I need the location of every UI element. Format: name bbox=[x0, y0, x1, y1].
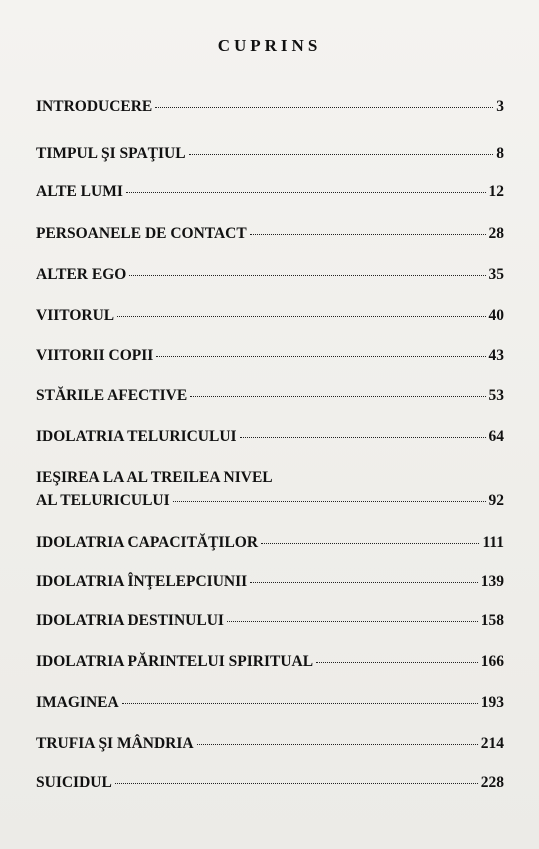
dot-leader bbox=[261, 543, 479, 544]
toc-entry-page: 64 bbox=[488, 428, 504, 445]
toc-entry-page: 53 bbox=[488, 387, 504, 404]
toc-entry-alter-ego bbox=[36, 266, 504, 284]
toc-entry-page: 92 bbox=[488, 492, 504, 509]
toc-entry-persoanele bbox=[36, 225, 504, 243]
toc-entry-idolatria-parintelui bbox=[36, 653, 504, 671]
dot-leader bbox=[173, 501, 486, 502]
dot-leader bbox=[227, 621, 478, 622]
toc-entry-title: VIITORUL bbox=[36, 307, 115, 324]
toc-entry-iesirea bbox=[36, 469, 504, 510]
toc-entry-suicidul bbox=[36, 774, 504, 792]
toc-entry-trufia bbox=[36, 735, 504, 753]
toc-entry-title: PERSOANELE DE CONTACT bbox=[36, 225, 247, 242]
dot-leader bbox=[155, 107, 493, 108]
toc-entry-idolatria-telurucului bbox=[36, 428, 504, 446]
toc-entry-idolatria-capacitatilor bbox=[36, 534, 504, 552]
dot-leader bbox=[316, 662, 478, 663]
dot-leader bbox=[126, 192, 486, 193]
toc-entry-title: VIITORII COPII bbox=[36, 347, 154, 364]
toc-entry-title: IMAGINEA bbox=[36, 694, 119, 711]
toc-entry-viitorii-copii bbox=[36, 347, 504, 365]
toc-entry-page: 228 bbox=[480, 774, 504, 791]
dot-leader bbox=[240, 437, 486, 438]
toc-entry-title: IDOLATRIA DESTINULUI bbox=[36, 612, 224, 629]
toc-entry-page: 3 bbox=[496, 98, 504, 115]
toc-entry-page: 166 bbox=[480, 653, 504, 670]
dot-leader bbox=[250, 582, 478, 583]
toc-entry-title: IDOLATRIA PĂRINTELUI SPIRITUAL bbox=[36, 653, 314, 670]
toc-entry-title: INTRODUCERE bbox=[36, 98, 153, 115]
toc-entry-page: 43 bbox=[488, 347, 504, 364]
toc-entry-page: 214 bbox=[480, 735, 504, 752]
toc-entry-title-line1: IEŞIREA LA AL TREILEA NIVEL bbox=[36, 469, 273, 486]
toc-entry-idolatria-intelepciunii bbox=[36, 573, 504, 591]
toc-entry-page: 12 bbox=[488, 183, 504, 200]
dot-leader bbox=[117, 316, 485, 317]
toc-entry-page: 28 bbox=[488, 225, 504, 242]
toc-entry-idolatria-destinului bbox=[36, 612, 504, 630]
dot-leader bbox=[189, 154, 494, 155]
toc-entry-alte-lumi bbox=[36, 183, 504, 201]
toc-entry-title: TIMPUL ŞI SPAŢIUL bbox=[36, 145, 186, 162]
toc-entry-imaginea bbox=[36, 694, 504, 712]
dot-leader bbox=[122, 703, 478, 704]
toc-entry-introducere bbox=[36, 98, 504, 116]
dot-leader bbox=[156, 356, 485, 357]
toc-entry-title: ALTER EGO bbox=[36, 266, 127, 283]
toc-entry-viitorul bbox=[36, 307, 504, 325]
dot-leader bbox=[197, 744, 478, 745]
toc-entry-title: AL TELURICULUI bbox=[36, 492, 170, 509]
toc-entry-title: TRUFIA ŞI MÂNDRIA bbox=[36, 735, 194, 752]
toc-entry-title: STĂRILE AFECTIVE bbox=[36, 387, 188, 404]
dot-leader bbox=[115, 783, 478, 784]
toc-entry-page: 158 bbox=[480, 612, 504, 629]
toc-entry-page: 35 bbox=[488, 266, 504, 283]
toc-entry-title: IDOLATRIA CAPACITĂŢILOR bbox=[36, 534, 259, 551]
dot-leader bbox=[250, 234, 486, 235]
toc-entry-page: 111 bbox=[482, 534, 504, 551]
toc-entry-title: ALTE LUMI bbox=[36, 183, 123, 200]
page-title: CUPRINS bbox=[217, 36, 322, 55]
toc-entry-page: 193 bbox=[480, 694, 504, 711]
toc-entry-title: IDOLATRIA ÎNŢELEPCIUNII bbox=[36, 573, 248, 590]
dot-leader bbox=[129, 275, 485, 276]
toc-entry-title: IDOLATRIA TELURICULUI bbox=[36, 428, 237, 445]
toc-entry-page: 40 bbox=[488, 307, 504, 324]
toc-entry-page: 139 bbox=[480, 573, 504, 590]
toc-entry-title: SUICIDUL bbox=[36, 774, 112, 791]
toc-entry-page: 8 bbox=[496, 145, 504, 162]
toc-entry-starile-afective bbox=[36, 387, 504, 405]
dot-leader bbox=[190, 396, 485, 397]
toc-entry-timpul bbox=[36, 145, 504, 163]
